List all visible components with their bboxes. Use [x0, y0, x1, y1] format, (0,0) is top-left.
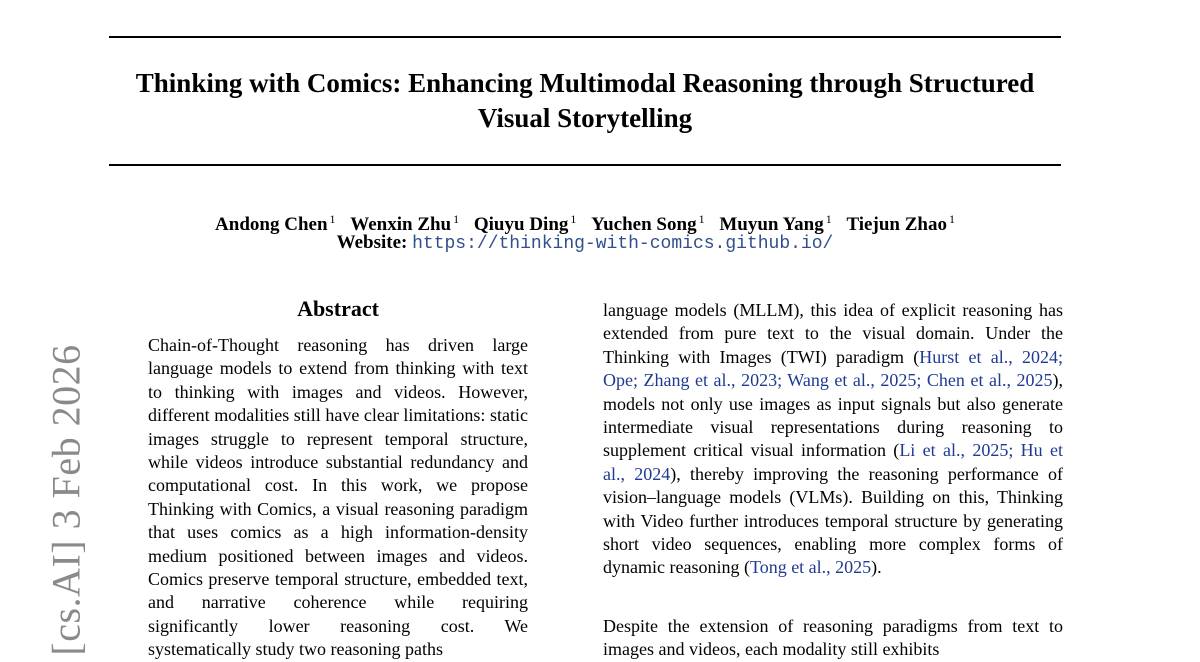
author-name: Andong Chen: [215, 214, 328, 235]
intro-paragraph-1: [603, 299, 1063, 580]
title-rule-bottom: [109, 164, 1061, 166]
citation-link[interactable]: Tong et al., 2025: [749, 557, 872, 578]
author-name: Tiejun Zhao: [846, 214, 947, 235]
author-affiliation: 1: [698, 212, 705, 226]
author-affiliation: 1: [453, 212, 460, 226]
website-link[interactable]: https://thinking-with-comics.github.io/: [412, 234, 834, 254]
intro-text: ), models not only use images as input signals but also generate intermediate visual representations during reasoning to supplement critical visual information (: [603, 370, 1063, 461]
intro-text: ), thereby improving the reasoning performance of vision–language models (VLMs). Building on this, Thinking with Video further introduces temporal structure by generating short video sequences, enabling more complex forms of dynamic reasoning (: [603, 463, 1063, 578]
paper-title: Thinking with Comics: Enhancing Multimodal Reasoning through Structured Visual Storytelling: [135, 68, 1035, 133]
intro-text: ).: [871, 557, 882, 578]
author-name: Muyun Yang: [719, 214, 824, 235]
abstract-text: Chain-of-Thought reasoning has driven large language models to extend from thinking with text to thinking with images and videos. However, different modalities still have clear limitations: static images struggle to represent temporal structure, while videos introduce substantial redundancy and computational cost. In this work, we propose Thinking with Comics, a visual reasoning paradigm that uses comics as a high information-density medium positioned between images and videos. Comics preserve temporal structure, embedded text, and narrative coherence while requiring significantly lower reasoning cost. We systematically study two reasoning paths: [148, 335, 528, 660]
abstract-heading: Abstract: [297, 296, 379, 321]
author-affiliation: 1: [948, 212, 955, 226]
intro-text: language models (MLLM), this idea of explicit reasoning has extended from pure text to the visual domain. Under the Thinking with Images (TWI) paradigm (: [603, 300, 1063, 367]
citation-link[interactable]: Hurst et al., 2024; Ope; Zhang et al., 2023; Wang et al., 2025; Chen et al., 2025: [603, 346, 1063, 391]
author-name: Wenxin Zhu: [350, 214, 452, 235]
arxiv-stamp: [cs.AI] 3 Feb 2026: [43, 344, 89, 656]
website-line: [109, 231, 1061, 256]
author-affiliation: 1: [570, 212, 577, 226]
author-name: Yuchen Song: [591, 214, 697, 235]
author-affiliation: 1: [329, 212, 336, 226]
intro-paragraph-2: Despite the extension of reasoning paradigms from text to images and videos, each modality still exhibits: [603, 616, 1063, 660]
author-affiliation: 1: [825, 212, 832, 226]
author-name: Qiuyu Ding: [473, 214, 569, 235]
title-rule-top: [109, 36, 1061, 38]
website-label: Website:: [336, 232, 408, 253]
citation-link[interactable]: Li et al., 2025; Hu et al., 2024: [603, 440, 1063, 484]
